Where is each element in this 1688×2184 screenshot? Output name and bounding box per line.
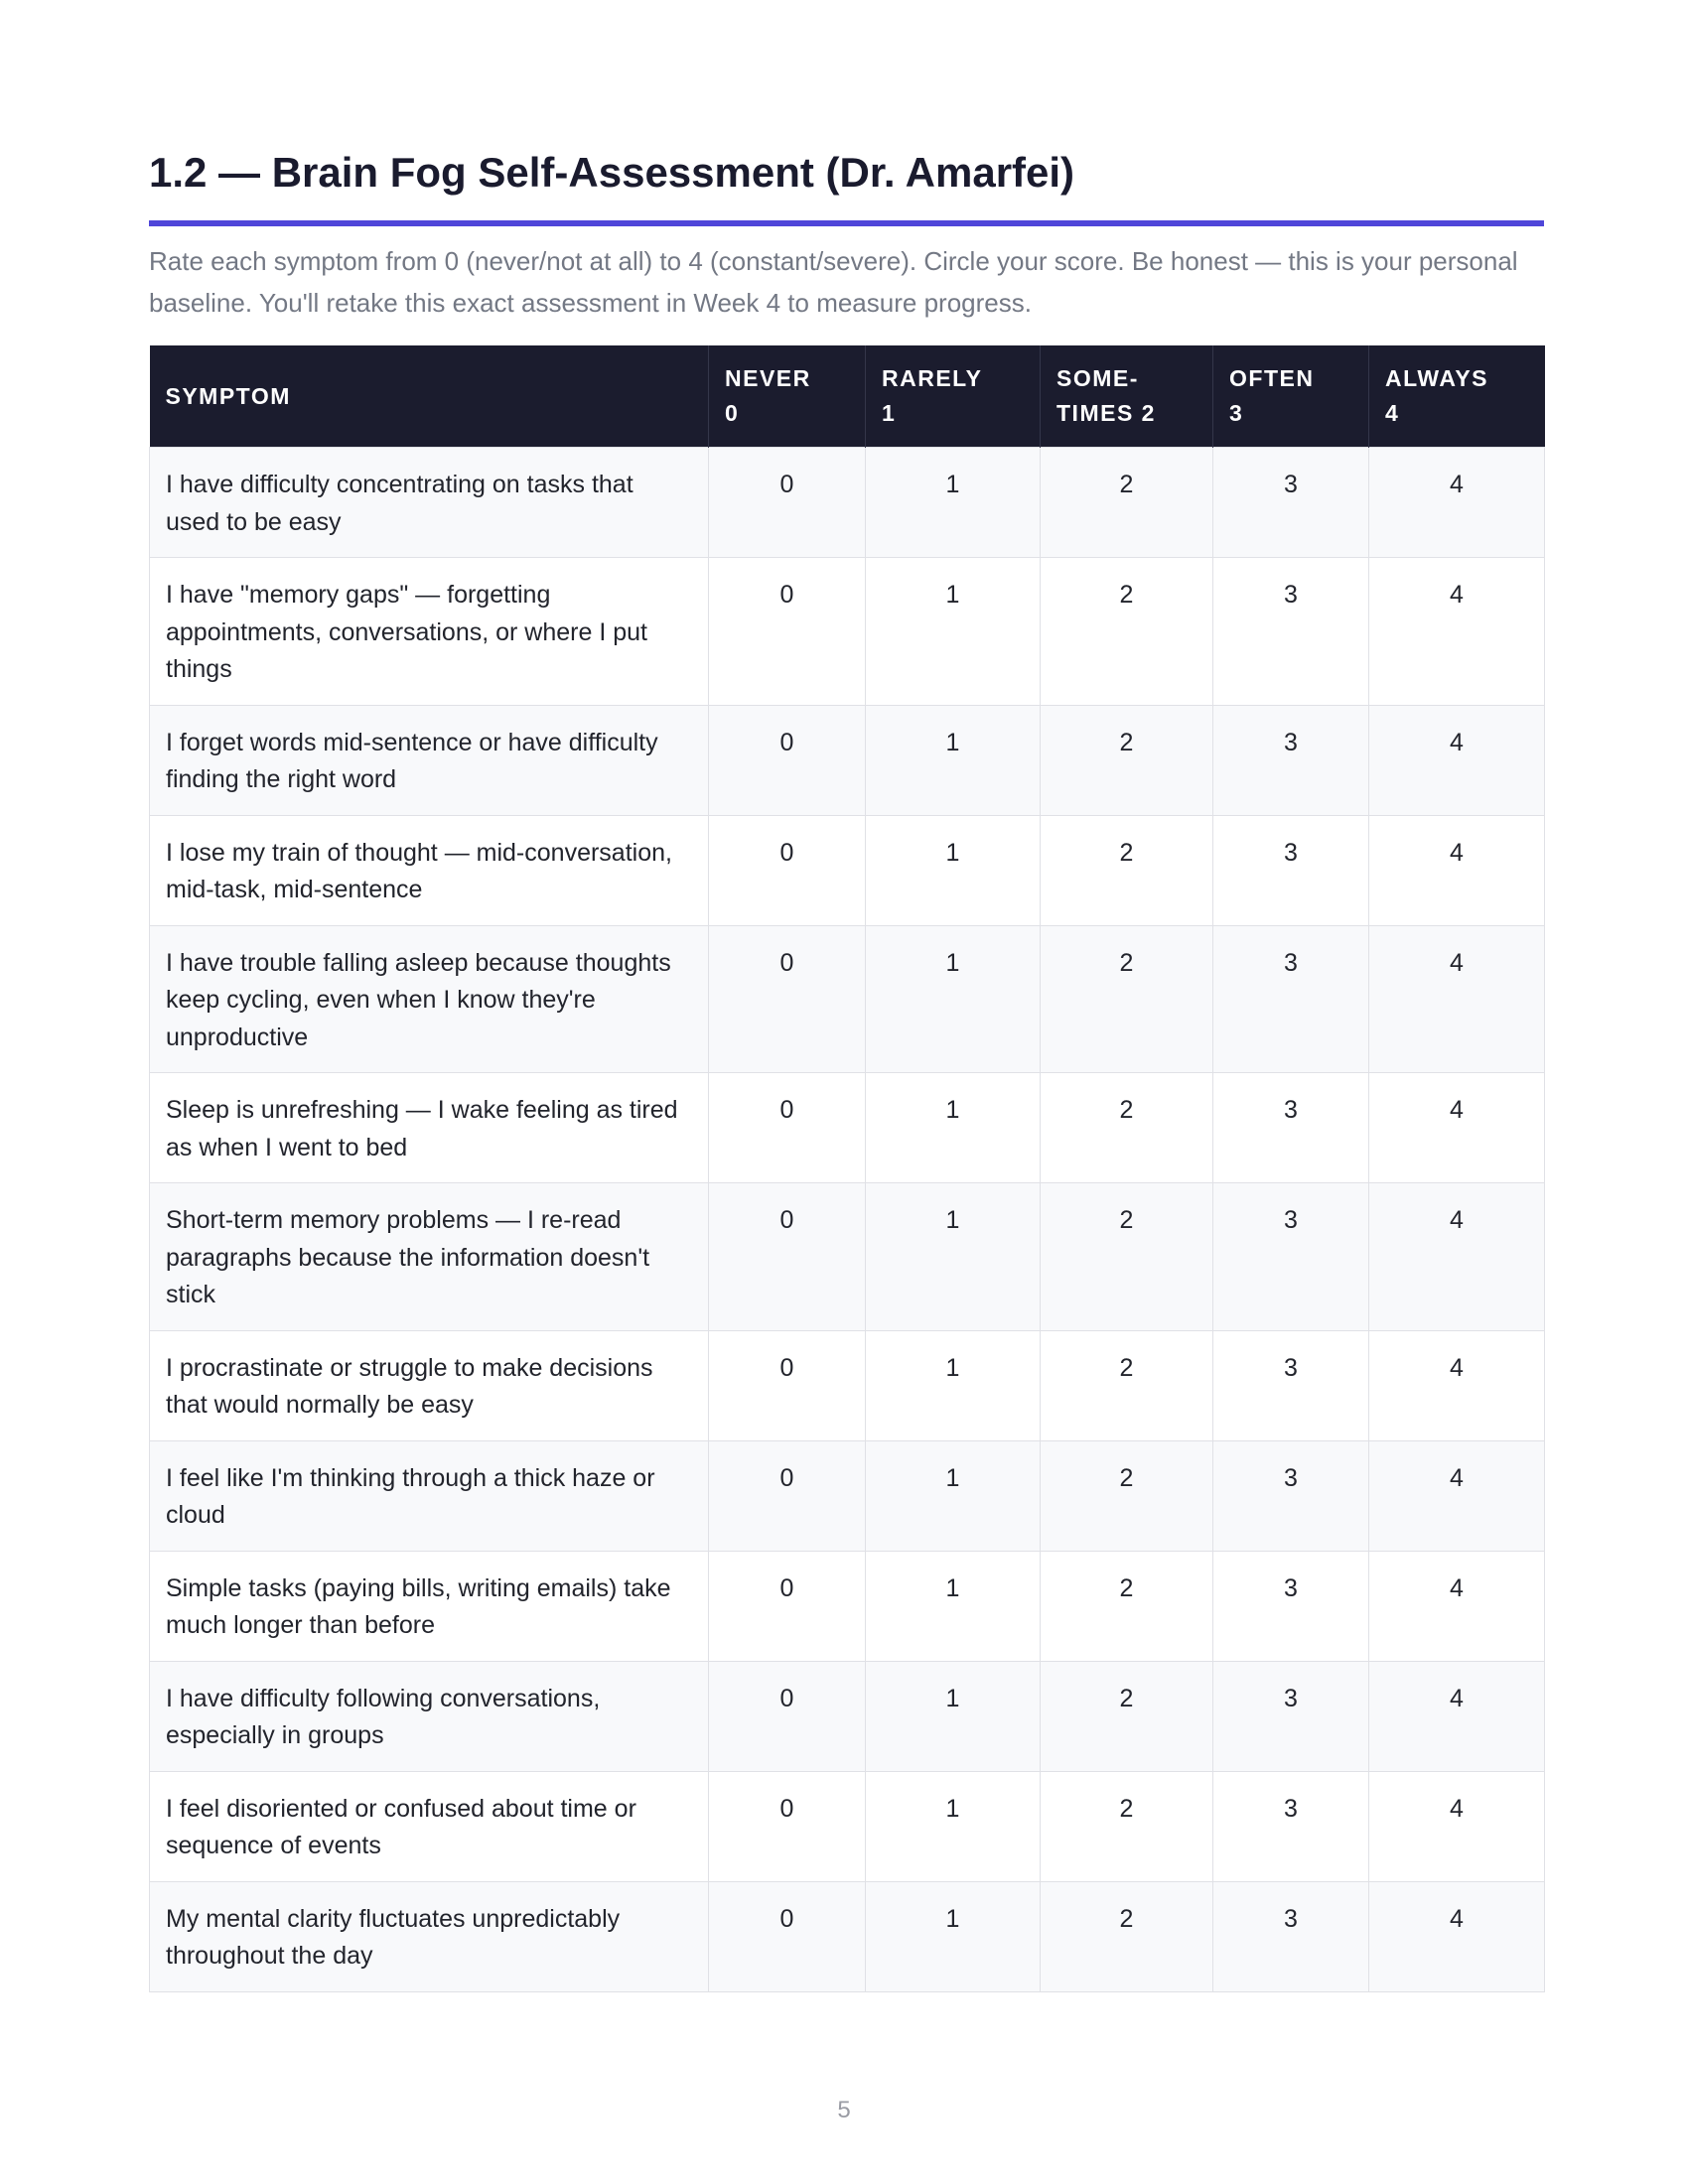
table-row xyxy=(150,1881,1545,1991)
symptom-text: I feel disoriented or confused about time or sequence of events xyxy=(150,1771,709,1881)
column-header-always xyxy=(1369,345,1545,448)
score-option-1[interactable]: 1 xyxy=(866,1771,1041,1881)
symptom-text: I lose my train of thought — mid-conversation, mid-task, mid-sentence xyxy=(150,815,709,925)
score-option-4[interactable]: 4 xyxy=(1369,705,1545,815)
score-option-2[interactable]: 2 xyxy=(1041,1330,1213,1440)
score-option-0[interactable]: 0 xyxy=(709,1551,866,1661)
column-header-often xyxy=(1213,345,1369,448)
score-option-0[interactable]: 0 xyxy=(709,558,866,706)
score-option-2[interactable]: 2 xyxy=(1041,1440,1213,1551)
score-option-2[interactable]: 2 xyxy=(1041,1771,1213,1881)
score-option-4[interactable]: 4 xyxy=(1369,558,1545,706)
score-option-4[interactable]: 4 xyxy=(1369,1440,1545,1551)
score-option-1[interactable]: 1 xyxy=(866,558,1041,706)
table-row xyxy=(150,1073,1545,1183)
score-option-0[interactable]: 0 xyxy=(709,925,866,1073)
symptom-table xyxy=(149,345,1545,1992)
table-row xyxy=(150,1440,1545,1551)
score-option-3[interactable]: 3 xyxy=(1213,1551,1369,1661)
score-option-3[interactable]: 3 xyxy=(1213,705,1369,815)
symptom-text: Short-term memory problems — I re-read paragraphs because the information doesn't stick xyxy=(150,1183,709,1331)
table-row xyxy=(150,1551,1545,1661)
score-option-3[interactable]: 3 xyxy=(1213,1661,1369,1771)
score-option-0[interactable]: 0 xyxy=(709,1661,866,1771)
score-option-1[interactable]: 1 xyxy=(866,448,1041,558)
column-header-sublabel: 3 xyxy=(1229,400,1244,426)
column-header-never xyxy=(709,345,866,448)
column-header-sublabel: 0 xyxy=(725,400,740,426)
column-header-sublabel: 1 xyxy=(882,400,897,426)
score-option-3[interactable]: 3 xyxy=(1213,558,1369,706)
column-header-label: ALWAYS xyxy=(1385,365,1489,391)
column-header-symptom xyxy=(150,345,709,448)
table-row xyxy=(150,705,1545,815)
score-option-4[interactable]: 4 xyxy=(1369,1771,1545,1881)
score-option-2[interactable]: 2 xyxy=(1041,1881,1213,1991)
score-option-1[interactable]: 1 xyxy=(866,1073,1041,1183)
score-option-0[interactable]: 0 xyxy=(709,1881,866,1991)
page-title: 1.2 — Brain Fog Self-Assessment (Dr. Amarfei) xyxy=(149,139,1544,226)
score-option-2[interactable]: 2 xyxy=(1041,448,1213,558)
score-option-0[interactable]: 0 xyxy=(709,1183,866,1331)
score-option-2[interactable]: 2 xyxy=(1041,705,1213,815)
score-option-2[interactable]: 2 xyxy=(1041,1183,1213,1331)
score-option-0[interactable]: 0 xyxy=(709,1440,866,1551)
score-option-3[interactable]: 3 xyxy=(1213,925,1369,1073)
score-option-2[interactable]: 2 xyxy=(1041,558,1213,706)
symptom-text: I forget words mid-sentence or have difficulty finding the right word xyxy=(150,705,709,815)
column-header-label: NEVER xyxy=(725,365,811,391)
score-option-1[interactable]: 1 xyxy=(866,1440,1041,1551)
table-header xyxy=(150,345,1545,448)
table-body xyxy=(150,448,1545,1992)
score-option-2[interactable]: 2 xyxy=(1041,1073,1213,1183)
score-option-1[interactable]: 1 xyxy=(866,1881,1041,1991)
score-option-2[interactable]: 2 xyxy=(1041,1551,1213,1661)
symptom-text: I have trouble falling asleep because thoughts keep cycling, even when I know they're unproductive xyxy=(150,925,709,1073)
score-option-4[interactable]: 4 xyxy=(1369,448,1545,558)
score-option-4[interactable]: 4 xyxy=(1369,1073,1545,1183)
score-option-4[interactable]: 4 xyxy=(1369,1183,1545,1331)
symptom-text: I have difficulty following conversations, especially in groups xyxy=(150,1661,709,1771)
table-row xyxy=(150,448,1545,558)
score-option-0[interactable]: 0 xyxy=(709,705,866,815)
symptom-text: Sleep is unrefreshing — I wake feeling as tired as when I went to bed xyxy=(150,1073,709,1183)
symptom-text: I feel like I'm thinking through a thick haze or cloud xyxy=(150,1440,709,1551)
score-option-3[interactable]: 3 xyxy=(1213,1073,1369,1183)
score-option-0[interactable]: 0 xyxy=(709,1771,866,1881)
score-option-2[interactable]: 2 xyxy=(1041,925,1213,1073)
score-option-1[interactable]: 1 xyxy=(866,1183,1041,1331)
score-option-4[interactable]: 4 xyxy=(1369,925,1545,1073)
column-header-rarely xyxy=(866,345,1041,448)
page-number: 5 xyxy=(837,2097,851,2123)
column-header-label: OFTEN xyxy=(1229,365,1315,391)
score-option-4[interactable]: 4 xyxy=(1369,815,1545,925)
score-option-4[interactable]: 4 xyxy=(1369,1661,1545,1771)
score-option-4[interactable]: 4 xyxy=(1369,1881,1545,1991)
table-row xyxy=(150,1330,1545,1440)
score-option-4[interactable]: 4 xyxy=(1369,1551,1545,1661)
instructions-text: Rate each symptom from 0 (never/not at all) to 4 (constant/severe). Circle your score. Be honest — this is your personal baseline. You'll retake this exact assessment in Week 4 to measure progress. xyxy=(149,246,1518,318)
score-option-1[interactable]: 1 xyxy=(866,705,1041,815)
score-option-0[interactable]: 0 xyxy=(709,815,866,925)
symptom-text: I have difficulty concentrating on tasks that used to be easy xyxy=(150,448,709,558)
score-option-1[interactable]: 1 xyxy=(866,1330,1041,1440)
table-row xyxy=(150,1183,1545,1331)
score-option-0[interactable]: 0 xyxy=(709,1073,866,1183)
score-option-0[interactable]: 0 xyxy=(709,1330,866,1440)
score-option-3[interactable]: 3 xyxy=(1213,1881,1369,1991)
score-option-3[interactable]: 3 xyxy=(1213,815,1369,925)
column-header-label: RARELY xyxy=(882,365,983,391)
table-row xyxy=(150,1661,1545,1771)
column-header-sometimes xyxy=(1041,345,1213,448)
table-row xyxy=(150,558,1545,706)
column-header-label: SOME- xyxy=(1056,365,1139,391)
symptom-text: Simple tasks (paying bills, writing emails) take much longer than before xyxy=(150,1551,709,1661)
table-row xyxy=(150,925,1545,1073)
score-option-3[interactable]: 3 xyxy=(1213,448,1369,558)
symptom-text: I have "memory gaps" — forgetting appointments, conversations, or where I put things xyxy=(150,558,709,706)
score-option-3[interactable]: 3 xyxy=(1213,1771,1369,1881)
column-header-label: SYMPTOM xyxy=(165,382,291,409)
score-option-3[interactable]: 3 xyxy=(1213,1440,1369,1551)
score-option-1[interactable]: 1 xyxy=(866,1551,1041,1661)
score-option-1[interactable]: 1 xyxy=(866,1661,1041,1771)
score-option-2[interactable]: 2 xyxy=(1041,815,1213,925)
symptom-text: I procrastinate or struggle to make decisions that would normally be easy xyxy=(150,1330,709,1440)
table-row xyxy=(150,815,1545,925)
score-option-2[interactable]: 2 xyxy=(1041,1661,1213,1771)
score-option-4[interactable]: 4 xyxy=(1369,1330,1545,1440)
symptom-text: My mental clarity fluctuates unpredictably throughout the day xyxy=(150,1881,709,1991)
score-option-1[interactable]: 1 xyxy=(866,815,1041,925)
column-header-sublabel: 4 xyxy=(1385,400,1400,426)
score-option-1[interactable]: 1 xyxy=(866,925,1041,1073)
score-option-3[interactable]: 3 xyxy=(1213,1330,1369,1440)
assessment-page xyxy=(149,139,1544,1992)
header-row xyxy=(150,345,1545,448)
table-row xyxy=(150,1771,1545,1881)
score-option-3[interactable]: 3 xyxy=(1213,1183,1369,1331)
score-option-0[interactable]: 0 xyxy=(709,448,866,558)
column-header-sublabel: TIMES 2 xyxy=(1056,400,1156,426)
